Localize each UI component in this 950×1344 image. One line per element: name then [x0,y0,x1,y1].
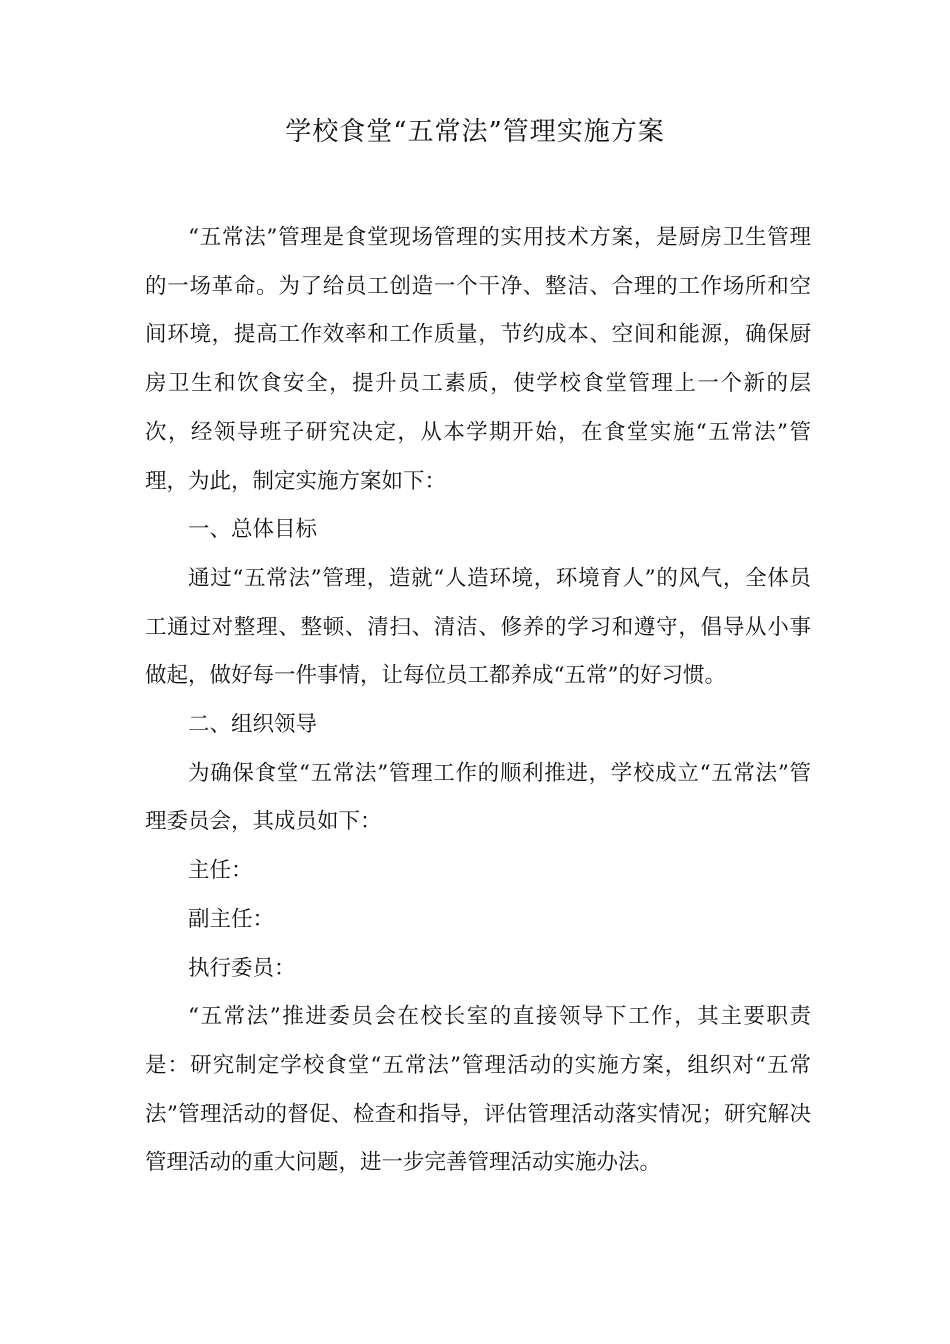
section-heading-goal: 一、总体目标 [188,517,318,543]
duties-paragraph: “五常法”推进委员会在校长室的直接领导下工作，其主要职责是：研究制定学校食堂“五常法”管理活动的实施方案，组织对“五常法”管理活动的督促、检查和指导，评估管理活动落实情况；研究解决管理活动的重大问题，进一步完善管理活动实施办法。 [145,1004,811,1176]
executive-member-line: 执行委员： [188,955,296,981]
director-line: 主任： [188,858,253,884]
document-title: 学校食堂“五常法”管理实施方案 [285,117,665,147]
deputy-director-line: 副主任： [188,906,275,932]
document-body [145,214,811,1188]
section-heading-organization: 二、组织领导 [188,712,318,738]
intro-paragraph: “五常法”管理是食堂现场管理的实用技术方案，是厨房卫生管理的一场革命。为了给员工创造一个干净、整洁、合理的工作场所和空间环境，提高工作效率和工作质量，节约成本、空间和能源，确保厨房卫生和饮食安全，提升员工素质，使学校食堂管理上一个新的层次，经领导班子研究决定，从本学期开始，在食堂实施“五常法”管理，为此，制定实施方案如下： [145,225,811,494]
organization-paragraph: 为确保食堂“五常法”管理工作的顺利推进，学校成立“五常法”管理委员会，其成员如下： [145,760,811,835]
goal-paragraph: 通过“五常法”管理，造就“人造环境，环境育人”的风气，全体员工通过对整理、整顿、清扫、清洁、修养的学习和遵守，倡导从小事做起，做好每一件事情，让每位员工都养成“五常”的好习惯。 [145,565,811,689]
